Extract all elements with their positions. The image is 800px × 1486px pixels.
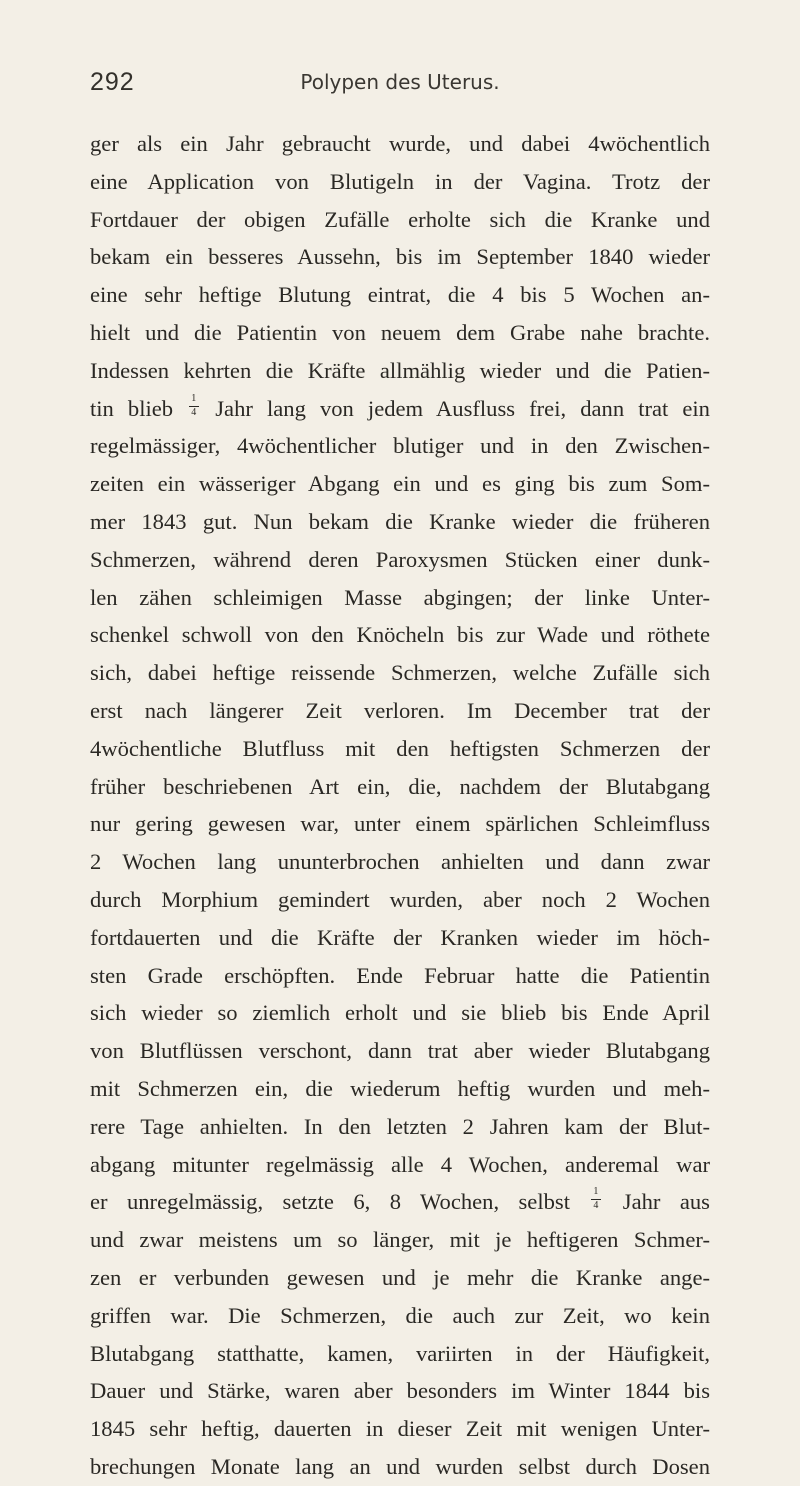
text-line-8-start: tin blieb	[90, 395, 174, 421]
text-line-34: Dauer und Stärke, waren aber besonders im Winter 1844 bis	[90, 1378, 710, 1404]
text-line-7: Indessen kehrten die Kräfte allmählig wieder und die Patien-	[90, 357, 710, 383]
text-line-15: sich, dabei heftige reissende Schmerzen, welche Zufälle sich	[90, 660, 710, 686]
text-line-10: zeiten ein wässeriger Abgang ein und es ging bis zum Som-	[90, 471, 710, 497]
text-line-24: sich wieder so ziemlich erholt und sie blieb bis Ende April	[90, 1000, 710, 1026]
text-line-30: und zwar meistens um so länger, mit je heftigeren Schmer-	[90, 1227, 710, 1253]
running-title: Polypen des Uterus.	[300, 70, 500, 94]
text-line-19: nur gering gewesen war, unter einem spärlichen Schleimfluss	[90, 811, 710, 837]
text-line-31: zen er verbunden gewesen und je mehr die Kranke ange-	[90, 1264, 710, 1290]
text-line-12: Schmerzen, während deren Paroxysmen Stücken einer dunk-	[90, 546, 710, 572]
text-line-17: 4wöchentliche Blutfluss mit den heftigsten Schmerzen der	[90, 735, 710, 761]
text-line-8-end: Jahr lang von jedem Ausfluss frei, dann trat ein	[215, 395, 710, 421]
running-head	[90, 68, 710, 108]
text-line-16: erst nach längerer Zeit verloren. Im December trat der	[90, 697, 710, 723]
text-line-32: griffen war. Die Schmerzen, die auch zur Zeit, wo kein	[90, 1302, 710, 1328]
text-line-1: ger als ein Jahr gebraucht wurde, und dabei 4wöchentlich	[90, 131, 710, 156]
text-line-29	[90, 1183, 710, 1221]
fraction-one-quarter-2	[591, 1186, 601, 1212]
text-line-3: Fortdauer der obigen Zufälle erholte sich die Kranke und	[90, 206, 710, 232]
page-number: 292	[90, 68, 135, 96]
fraction-one-quarter	[189, 392, 199, 419]
text-line-13: len zähen schleimigen Masse abgingen; der linke Unter-	[90, 584, 710, 610]
text-line-36: brechungen Monate lang an und wurden selbst durch Dosen	[90, 1453, 710, 1479]
text-line-23: sten Grade erschöpften. Ende Februar hatte die Patientin	[90, 962, 710, 988]
text-line-2: eine Application von Blutigeln in der Vagina. Trotz der	[90, 168, 710, 194]
text-line-29-end: Jahr aus	[622, 1189, 710, 1215]
fraction-numerator: 1	[191, 392, 197, 404]
body-text	[90, 125, 710, 1486]
text-line-22: fortdauerten und die Kräfte der Kranken wieder im höch-	[90, 924, 710, 950]
text-line-9: regelmässiger, 4wöchentlicher blutiger und in den Zwischen-	[90, 433, 710, 459]
text-line-5: eine sehr heftige Blutung eintrat, die 4 bis 5 Wochen an-	[90, 282, 710, 308]
text-line-18: früher beschriebenen Art ein, die, nachdem der Blutabgang	[90, 773, 710, 799]
text-line-27: rere Tage anhielten. In den letzten 2 Jahren kam der Blut-	[90, 1113, 710, 1139]
text-line-6: hielt und die Patientin von neuem dem Grabe nahe brachte.	[90, 319, 710, 345]
fraction-numerator-2: 1	[593, 1186, 599, 1198]
text-line-8	[90, 390, 710, 428]
text-line-14: schenkel schwoll von den Knöcheln bis zur Wade und röthete	[90, 622, 710, 648]
text-line-11: mer 1843 gut. Nun bekam die Kranke wieder die früheren	[90, 508, 710, 534]
text-line-33: Blutabgang statthatte, kamen, variirten in der Häufigkeit,	[90, 1340, 710, 1366]
text-line-28: abgang mitunter regelmässig alle 4 Wochen, anderemal war	[90, 1151, 710, 1177]
text-line-25: von Blutflüssen verschont, dann trat aber wieder Blutabgang	[90, 1038, 710, 1064]
text-line-21: durch Morphium gemindert wurden, aber noch 2 Wochen	[90, 886, 710, 912]
fraction-denominator-2: 4	[593, 1200, 599, 1212]
text-line-4: bekam ein besseres Aussehn, bis im September 1840 wieder	[90, 244, 710, 270]
text-line-29-start: er unregelmässig, setzte 6, 8 Wochen, selbst	[90, 1189, 570, 1215]
text-line-20: 2 Wochen lang ununterbrochen anhielten und dann zwar	[90, 849, 710, 875]
text-line-35: 1845 sehr heftig, dauerten in dieser Zeit mit wenigen Unter-	[90, 1416, 710, 1442]
fraction-denominator: 4	[191, 406, 197, 418]
text-line-26: mit Schmerzen ein, die wiederum heftig wurden und meh-	[90, 1075, 710, 1101]
